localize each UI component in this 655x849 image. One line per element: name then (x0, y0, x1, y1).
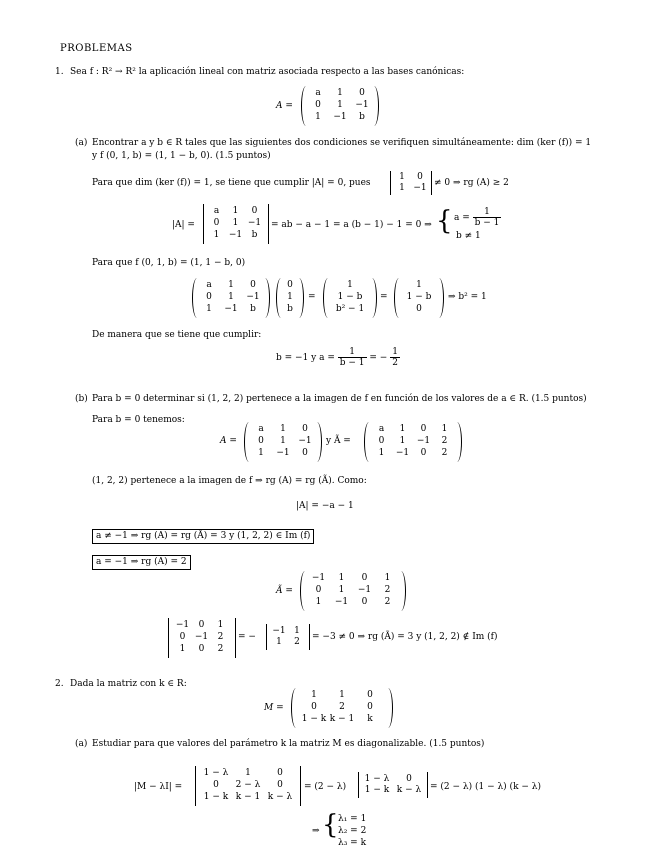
problem-1-statement: Sea f : R² → R² la aplicación lineal con matriz asociada respecto a las bases canónicas: (70, 67, 465, 77)
eigenvalue-3: λ₃ = k (338, 838, 367, 848)
vector-0-1-b (276, 278, 304, 318)
aug2-cell: 0 (315, 585, 322, 595)
vec3-cell: 1 − b (406, 292, 432, 302)
det-a0: |A| = −a − 1 (296, 501, 354, 511)
matrix-m-cell: 0 (311, 702, 317, 712)
solution-num: 1 (338, 347, 367, 358)
problem-1-number: 1. (55, 67, 64, 77)
char-cell: 1 (245, 768, 251, 778)
det-a-cell: 0 (213, 218, 220, 228)
part-b-setup: Para b = 0 tenemos: (92, 415, 185, 425)
aug-cell: 2 (441, 436, 448, 446)
matrix-a0 (244, 422, 322, 462)
part-b-text: Para b = 0 determinar si (1, 2, 2) pertenece a la imagen de f en función de los valores de a ∈ R. (1.5 puntos) (92, 394, 587, 404)
matrix-m-cell: 0 (367, 702, 373, 712)
aug-cell: 1 (378, 448, 385, 458)
solution-den: b − 1 (339, 358, 365, 368)
det3-cell: 1 (217, 620, 224, 630)
minor-cell: 1 (399, 172, 405, 182)
aug-cell: 0 (378, 436, 385, 446)
product-a-cell: a (206, 280, 212, 290)
aug-cell: −1 (416, 436, 431, 446)
matrix-a-cell: 1 (337, 100, 343, 110)
aug2-cell: 1 (315, 597, 322, 607)
solution-num-2: 1 (392, 347, 398, 357)
det2-cell: −1 (272, 626, 286, 636)
char-cell: 0 (277, 768, 283, 778)
system-a-den: b − 1 (474, 218, 500, 228)
char-poly-result: = (2 − λ) (1 − λ) (k − λ) (430, 782, 541, 792)
det-a-cell: 1 (232, 206, 239, 216)
char-minor (358, 772, 428, 798)
aug-cell: 0 (420, 448, 427, 458)
vec2-cell: 1 (347, 280, 353, 290)
char-cell: k − λ (267, 792, 293, 802)
aug2-cell: 2 (384, 585, 391, 595)
a0-cell: 0 (302, 424, 308, 434)
vec1-cell: 0 (287, 280, 293, 290)
a0-cell: 1 (258, 448, 264, 458)
a0-cell: 0 (258, 436, 264, 446)
aug-cell: 1 (399, 436, 406, 446)
a0-cell: a (258, 424, 264, 434)
minor-cell: −1 (413, 183, 427, 193)
det3-cell: 1 (179, 644, 186, 654)
case-a-not-minus-1: a ≠ −1 ⇒ rg (A) = rg (Ã) = 3 y (1, 2, 2) ∈ Im (f) (92, 529, 314, 544)
matrix-a-label: A = (276, 101, 293, 111)
eigenvalue-2: λ₂ = 2 (338, 826, 367, 836)
char-cell: 0 (213, 780, 219, 790)
aug2-cell: −1 (357, 585, 372, 595)
case-a-minus-1: a = −1 ⇒ rg (A) = 2 (92, 555, 191, 570)
eigen-brace: { (322, 810, 339, 840)
matrix-m-cell: k (367, 714, 373, 724)
det-a-cell: b (251, 230, 258, 240)
aug-cell: 1 (441, 424, 448, 434)
aug2-cell: −1 (311, 573, 326, 583)
aug-cell: a (378, 424, 385, 434)
det3-cell: 2 (217, 644, 224, 654)
part-a-text-2: y f (0, 1, b) = (1, 1 − b, 0). (1.5 puntos) (92, 151, 271, 161)
det-a-matrix (203, 204, 269, 244)
vector-target (394, 278, 444, 318)
char-minor-cell: 0 (406, 774, 412, 784)
char-matrix (195, 766, 301, 806)
matrix-a-product (192, 278, 270, 318)
aug-cell: 0 (420, 424, 427, 434)
augmented-matrix (364, 422, 462, 462)
product-a-cell: 0 (250, 280, 256, 290)
det3-cell: 0 (198, 644, 205, 654)
product-a-cell: 1 (228, 280, 234, 290)
a0-cell: 1 (280, 436, 286, 446)
conclusion-text: De manera que se tiene que cumplir: (92, 330, 262, 340)
product-a-cell: −1 (224, 304, 238, 314)
det-a-cell: 0 (251, 206, 258, 216)
aug2-cell: 1 (384, 573, 391, 583)
matrix-m-label: M = (264, 703, 284, 713)
solution-b: b = −1 y a = (276, 353, 335, 363)
matrix-a-cell: 0 (359, 88, 365, 98)
det3-cell: −1 (194, 632, 209, 642)
system-brace: { (436, 206, 453, 236)
det2-cell: 1 (294, 626, 300, 636)
minor-2x2 (390, 171, 432, 195)
eigenvalue-1: λ₁ = 1 (338, 814, 367, 824)
part-a-text-1: Encontrar a y b ∈ R tales que las siguientes dos condiciones se verifiquen simultáneamente: dim (ker (f)) = 1 (92, 138, 592, 148)
part-a-label: (a) (75, 138, 88, 148)
char-minor-cell: k − λ (396, 785, 422, 795)
matrix-m-cell: 0 (367, 690, 373, 700)
a0-cell: 1 (280, 424, 286, 434)
problem-2-statement: Dada la matriz con k ∈ R: (70, 679, 187, 689)
product-a-cell: 0 (206, 292, 212, 302)
solution-line (276, 347, 400, 368)
matrix-m-cell: 1 (339, 690, 345, 700)
aug-cell: −1 (395, 448, 410, 458)
aug2-cell: 0 (361, 573, 368, 583)
matrix-a (301, 86, 379, 126)
a0-cell: −1 (276, 448, 290, 458)
system-a-fraction (473, 207, 502, 228)
solution-eq: = − (369, 353, 388, 363)
matrix-m (291, 688, 393, 728)
minor-cell: 0 (417, 172, 423, 182)
char-cell: k − 1 (235, 792, 261, 802)
eigen-arrow: ⇒ (312, 826, 320, 836)
aug2-cell: 2 (384, 597, 391, 607)
image-membership-text: (1, 2, 2) pertenece a la imagen de f ⇒ rg (A) = rg (Ã). Como: (92, 476, 367, 486)
aug-cell: 1 (399, 424, 406, 434)
matrix-a-cell: −1 (333, 112, 347, 122)
aug2-cell: 1 (338, 585, 345, 595)
system-b: b ≠ 1 (456, 231, 481, 241)
det3-cell: −1 (175, 620, 190, 630)
det-a-cell: −1 (247, 218, 262, 228)
matrix-a-cell: 1 (337, 88, 343, 98)
system-a (454, 207, 501, 228)
product-a-cell: 1 (228, 292, 234, 302)
char-cell: 1 − k (203, 792, 229, 802)
kernel-condition-text: Para que dim (ker (f)) = 1, se tiene que cumplir |A| = 0, pues (92, 178, 371, 188)
matrix-a-cell: 0 (315, 100, 321, 110)
char-poly-label: |M − λI| = (134, 782, 183, 792)
solution-fraction-2 (390, 347, 400, 368)
a0-cell: −1 (298, 436, 312, 446)
det-3x3 (168, 618, 236, 658)
char-cell: 1 − λ (203, 768, 229, 778)
equals-1: = (308, 292, 316, 302)
aug2-cell: 1 (338, 573, 345, 583)
equals-2: = (380, 292, 388, 302)
det-middle: = − (238, 632, 256, 642)
matrix-a-cell: 1 (315, 112, 321, 122)
char-minor-cell: 1 − λ (364, 774, 390, 784)
char-cell: 0 (277, 780, 283, 790)
product-a-cell: b (250, 304, 256, 314)
vec1-cell: b (287, 304, 293, 314)
det-conclusion: = −3 ≠ 0 ⇒ rg (Ã) = 3 y (1, 2, 2) ∉ Im (f) (312, 632, 498, 642)
det-a-cell: a (213, 206, 220, 216)
char-cell: 2 − λ (235, 780, 261, 790)
vec3-cell: 0 (416, 304, 422, 314)
aug2-cell: −1 (334, 597, 349, 607)
augmented-label: y Ã = (326, 436, 351, 446)
vec2-cell: 1 − b (337, 292, 363, 302)
char-eq: = (2 − λ) (304, 782, 347, 792)
section-heading: PROBLEMAS (60, 43, 133, 54)
aug2-cell: 0 (361, 597, 368, 607)
aug-cell: 2 (441, 448, 448, 458)
matrix-m-cell: 1 − k (301, 714, 327, 724)
matrix-m-cell: 2 (339, 702, 345, 712)
det3-cell: 0 (198, 620, 205, 630)
matrix-m-cell: 1 (311, 690, 317, 700)
image-condition-text: Para que f (0, 1, b) = (1, 1 − b, 0) (92, 258, 246, 268)
det-a-cell: −1 (228, 230, 243, 240)
solution-den-2: 2 (392, 358, 398, 368)
det-2x2 (266, 624, 310, 650)
system-a-num: 1 (473, 207, 502, 218)
problem-2-number: 2. (55, 679, 64, 689)
det3-cell: 2 (217, 632, 224, 642)
det3-cell: 0 (179, 632, 186, 642)
det2-cell: 2 (294, 637, 300, 647)
augmented-matrix-2 (300, 571, 406, 611)
minor-cell: 1 (399, 183, 405, 193)
p2-part-a-text: Estudiar para que valores del parámetro k la matriz M es diagonalizable. (1.5 puntos) (92, 739, 485, 749)
vector-result (323, 278, 377, 318)
det-a-label: |A| = (172, 220, 195, 230)
vec2-cell: b² − 1 (335, 304, 365, 314)
det-a-cell: 1 (213, 230, 220, 240)
matrix-a0-label: A = (220, 436, 237, 446)
augmented-2-label: Ã = (276, 586, 293, 596)
char-minor-cell: 1 − k (364, 785, 390, 795)
matrix-a-cell: a (315, 88, 321, 98)
solution-fraction (338, 347, 367, 368)
matrix-a-cell: b (359, 112, 365, 122)
det2-cell: 1 (276, 637, 282, 647)
a0-cell: 0 (302, 448, 308, 458)
product-a-cell: −1 (246, 292, 260, 302)
det-a-cell: 1 (232, 218, 239, 228)
product-a-cell: 1 (206, 304, 212, 314)
matrix-m-cell: k − 1 (329, 714, 355, 724)
vec1-cell: 1 (287, 292, 293, 302)
part-b-label: (b) (75, 394, 88, 404)
b-squared-equation: ⇒ b² = 1 (448, 292, 487, 302)
vec3-cell: 1 (416, 280, 422, 290)
matrix-a-cell: −1 (355, 100, 369, 110)
p2-part-a-label: (a) (75, 739, 88, 749)
det-a-equation: = ab − a − 1 = a (b − 1) − 1 = 0 ⇒ (271, 220, 432, 230)
rank-condition: ≠ 0 ⇒ rg (A) ≥ 2 (434, 178, 509, 188)
system-a-label: a = (454, 213, 470, 223)
